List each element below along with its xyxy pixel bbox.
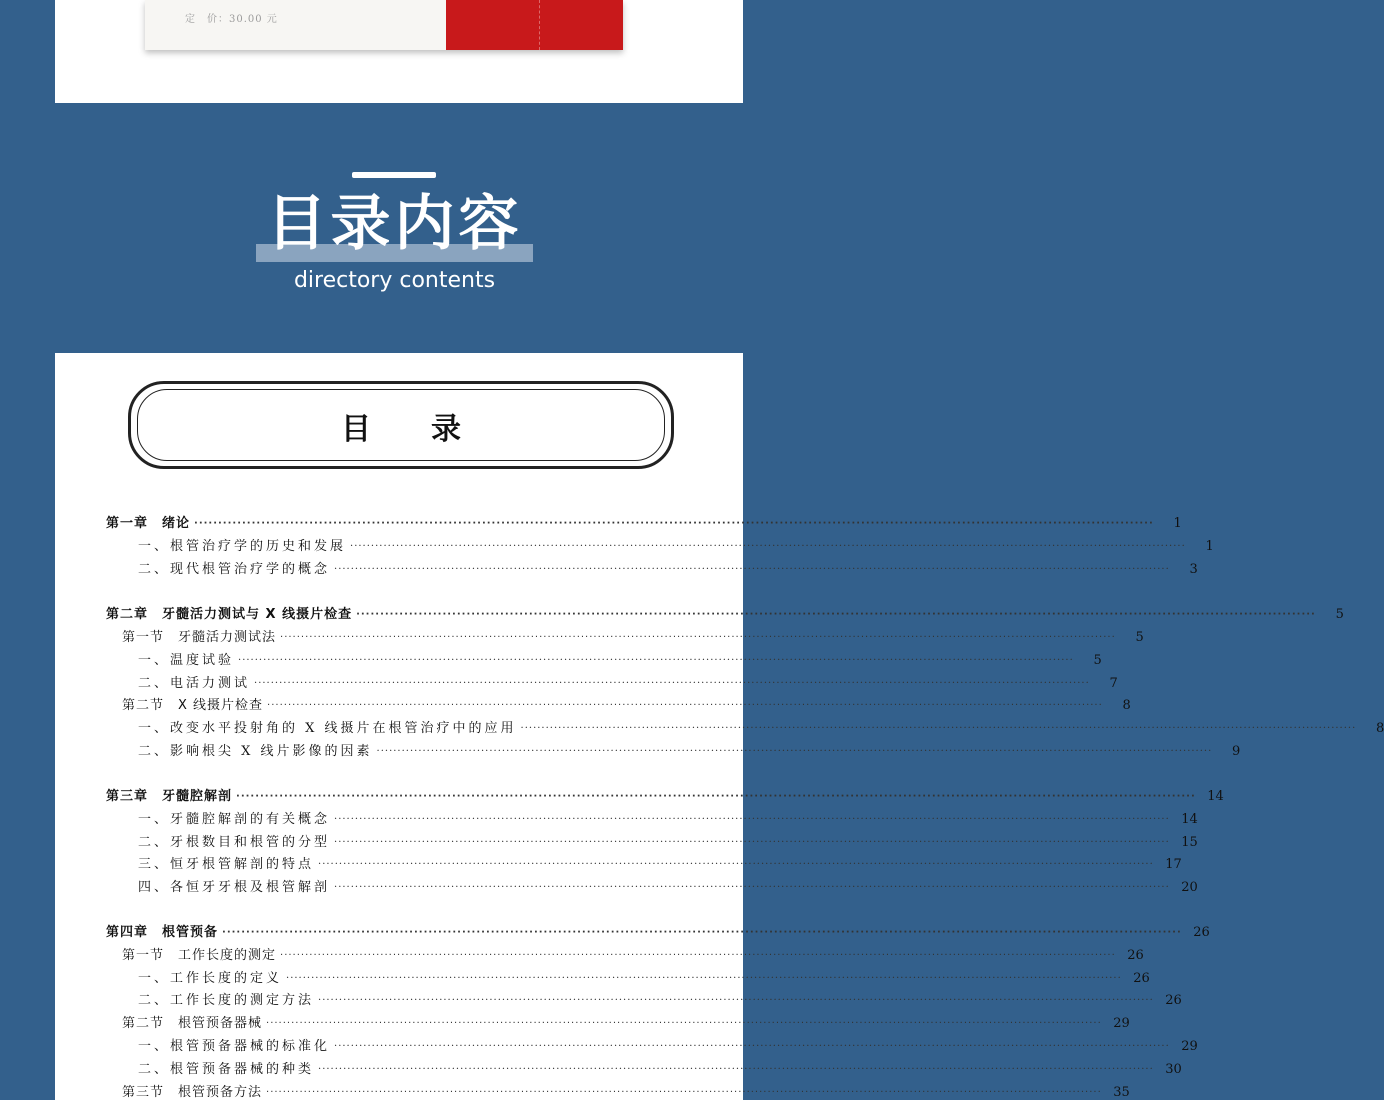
toc-entry-item — [138, 534, 1214, 554]
toc-leader-dots: ········································································································································································································ — [266, 1018, 1102, 1029]
toc-leader-dots: ········································································································································································································ — [238, 655, 1074, 666]
toc-leader-dots: ········································································································································································································ — [520, 723, 1357, 734]
toc-entry-label: 一、根管预备器械的标准化 — [138, 1039, 331, 1054]
book-cover-panel — [55, 0, 743, 103]
toc-entry-label: 二、根管预备器械的种类 — [138, 1062, 315, 1077]
toc-entry-page: 5 — [1135, 630, 1144, 645]
toc-leader-dots: ········································································································································································································ — [318, 859, 1154, 870]
toc-entry-page: 8 — [1122, 698, 1131, 713]
toc-entry-item — [138, 852, 1182, 872]
toc-leader-dots: ········································································································································································································ — [236, 791, 1196, 802]
toc-leader-dots: ········································································································································································································ — [280, 950, 1116, 961]
toc-entry-chapter — [106, 602, 1344, 622]
toc-leader-dots: ········································································································································································································ — [267, 700, 1103, 711]
toc-entry-section — [122, 1011, 1130, 1031]
toc-entry-label: 二、现代根管治疗学的概念 — [138, 562, 331, 577]
toc-title: 目录 — [341, 412, 521, 447]
toc-leader-dots: ········································································································································································································ — [334, 564, 1170, 575]
toc-leader-dots: ········································································································································································································ — [334, 814, 1170, 825]
toc-entry-page: 29 — [1113, 1016, 1130, 1031]
toc-entry-label: 第四章 根管预备 — [106, 925, 219, 940]
toc-entry-chapter — [106, 511, 1182, 531]
toc-entry-label: 第一章 绪论 — [106, 516, 191, 531]
toc-entry-page: 14 — [1207, 789, 1224, 804]
toc-entry-section — [122, 625, 1144, 645]
toc-entry-page: 35 — [1113, 1085, 1130, 1100]
book-price: 定 价：30.00 元 — [185, 14, 278, 25]
toc-entry-label: 三、恒牙根管解剖的特点 — [138, 857, 315, 872]
toc-leader-dots: ········································································································································································································ — [286, 973, 1122, 984]
toc-entry-item — [138, 966, 1150, 986]
toc-leader-dots: ········································································································································································································ — [334, 882, 1170, 893]
toc-entry-label: 一、牙髓腔解剖的有关概念 — [138, 812, 331, 827]
toc-entry-label: 二、牙根数目和根管的分型 — [138, 835, 331, 850]
toc-entry-label: 第二章 牙髓活力测试与 X 线摄片检查 — [106, 607, 353, 622]
toc-entry-page: 26 — [1133, 971, 1150, 986]
toc-entry-item — [138, 807, 1198, 827]
toc-entry-section — [122, 693, 1131, 713]
toc-entry-page: 30 — [1165, 1062, 1182, 1077]
toc-entry-label: 第二节 X 线摄片检查 — [122, 698, 264, 713]
toc-entry-item — [138, 671, 1118, 691]
toc-entry-page: 8 — [1376, 721, 1384, 736]
toc-entry-label: 第一节 工作长度的测定 — [122, 948, 277, 963]
toc-entry-label: 第二节 根管预备器械 — [122, 1016, 263, 1031]
toc-entry-page: 26 — [1127, 948, 1144, 963]
toc-entry-label: 二、电活力测试 — [138, 676, 251, 691]
toc-entry-page: 20 — [1181, 880, 1198, 895]
book-spine-red — [446, 0, 623, 50]
toc-entry-label: 一、改变水平投射角的 X 线摄片在根管治疗中的应用 — [138, 721, 517, 736]
toc-leader-dots: ········································································································································································································ — [350, 541, 1186, 552]
toc-entry-item — [138, 739, 1241, 759]
toc-leader-dots: ········································································································································································································ — [280, 632, 1116, 643]
toc-entry-label: 第三节 根管预备方法 — [122, 1085, 263, 1100]
heading-accent-bar — [352, 172, 436, 178]
toc-title-frame — [128, 381, 674, 469]
toc-entry-label: 一、工作长度的定义 — [138, 971, 283, 986]
toc-entry-item — [138, 875, 1198, 895]
toc-entry-label: 二、影响根尖 X 线片影像的因素 — [138, 744, 373, 759]
toc-entry-page: 1 — [1205, 539, 1214, 554]
toc-entry-label: 第三章 牙髓腔解剖 — [106, 789, 233, 804]
toc-entry-page: 14 — [1181, 812, 1198, 827]
toc-entry-item — [138, 1034, 1198, 1054]
toc-entry-label: 第一节 牙髓活力测试法 — [122, 630, 277, 645]
toc-entry-page: 5 — [1335, 607, 1344, 622]
toc-entry-section — [122, 943, 1144, 963]
toc-leader-dots: ········································································································································································································ — [334, 1041, 1170, 1052]
toc-leader-dots: ········································································································································································································ — [356, 609, 1316, 620]
book-cover — [145, 0, 623, 50]
toc-leader-dots: ········································································································································································································ — [222, 927, 1182, 938]
toc-entry-item — [138, 716, 1384, 736]
toc-entry-item — [138, 648, 1102, 668]
section-title: 目录内容 — [266, 189, 523, 259]
toc-leader-dots: ········································································································································································································ — [194, 518, 1154, 529]
toc-entry-item — [138, 830, 1198, 850]
toc-entry-chapter — [106, 784, 1224, 804]
toc-leader-dots: ········································································································································································································ — [334, 837, 1170, 848]
toc-entry-item — [138, 1057, 1182, 1077]
toc-leader-dots: ········································································································································································································ — [266, 1087, 1102, 1098]
toc-entry-label: 四、各恒牙牙根及根管解剖 — [138, 880, 331, 895]
toc-entry-page: 17 — [1165, 857, 1182, 872]
toc-leader-dots: ········································································································································································································ — [318, 995, 1154, 1006]
toc-entry-label: 一、根管治疗学的历史和发展 — [138, 539, 347, 554]
section-subtitle: directory contents — [293, 268, 496, 293]
toc-leader-dots: ········································································································································································································ — [376, 746, 1213, 757]
toc-entry-page: 26 — [1165, 993, 1182, 1008]
toc-leader-dots: ········································································································································································································ — [318, 1064, 1154, 1075]
toc-entry-item — [138, 988, 1182, 1008]
toc-leader-dots: ········································································································································································································ — [254, 678, 1090, 689]
toc-entry-label: 二、工作长度的测定方法 — [138, 993, 315, 1008]
toc-page — [55, 353, 1384, 1100]
toc-entry-page: 15 — [1181, 835, 1198, 850]
toc-entry-page: 26 — [1193, 925, 1210, 940]
toc-entry-page: 1 — [1173, 516, 1182, 531]
toc-entry-item — [138, 557, 1198, 577]
toc-entry-label: 一、温度试验 — [138, 653, 235, 668]
toc-entry-section — [122, 1080, 1130, 1100]
toc-entry-page: 29 — [1181, 1039, 1198, 1054]
toc-entry-page: 7 — [1109, 676, 1118, 691]
toc-entry-page: 5 — [1093, 653, 1102, 668]
toc-entry-chapter — [106, 920, 1210, 940]
toc-entry-page: 3 — [1189, 562, 1198, 577]
toc-entry-page: 9 — [1232, 744, 1241, 759]
